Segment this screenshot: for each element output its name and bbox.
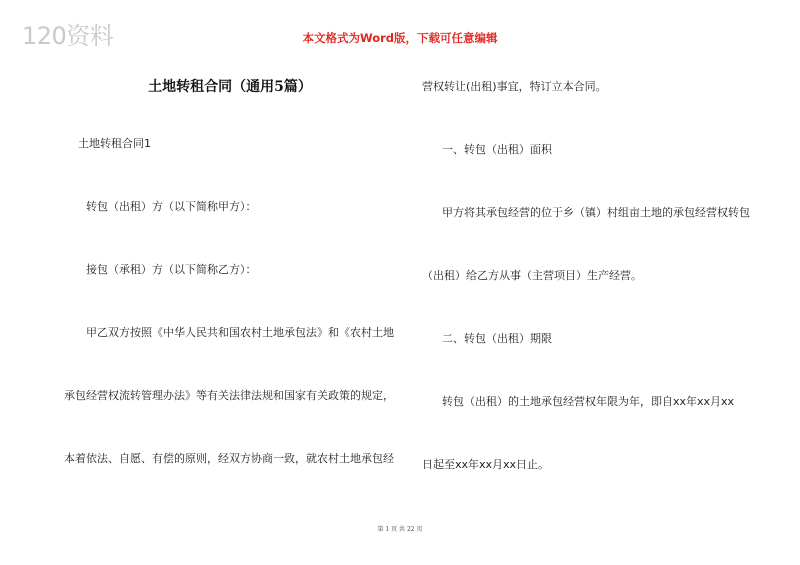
clause-heading-area: 一、转包（出租）面积 [442,143,552,156]
body-paragraph-line: 本着依法、自愿、有偿的原则，经双方协商一致，就农村土地承包经 [64,452,394,465]
format-banner: 本文格式为Word版，下载可任意编辑 [302,31,498,45]
section-heading-contract-1: 土地转租合同1 [78,137,151,150]
body-paragraph-line: 转包（出租）的土地承包经营权年限为年，即自xx年xx月xx [442,395,735,408]
body-paragraph-line: 日起至xx年xx月xx日止。 [422,458,550,471]
body-paragraph-line: 承包经营权流转管理办法》等有关法律法规和国家有关政策的规定， [64,389,394,402]
page-number: 第 1 页 共 22 页 [377,526,423,533]
party-a-line: 转包（出租）方（以下简称甲方）： [86,200,257,213]
body-paragraph-line: （出租）给乙方从事（主营项目）生产经营。 [422,269,642,282]
clause-heading-term: 二、转包（出租）期限 [442,332,552,345]
party-b-line: 接包（承租）方（以下简称乙方）： [86,263,257,276]
body-paragraph-line: 甲乙双方按照《中华人民共和国农村土地承包法》和《农村土地 [86,326,394,339]
body-paragraph-line: 甲方将其承包经营的位于乡（镇）村组亩土地的承包经营权转包 [442,206,750,219]
body-paragraph-line: 营权转让(出租)事宜，特订立本合同。 [422,80,607,93]
watermark-logo: 120资料 [22,22,114,50]
document-title: 土地转租合同（通用5篇） [148,79,312,95]
